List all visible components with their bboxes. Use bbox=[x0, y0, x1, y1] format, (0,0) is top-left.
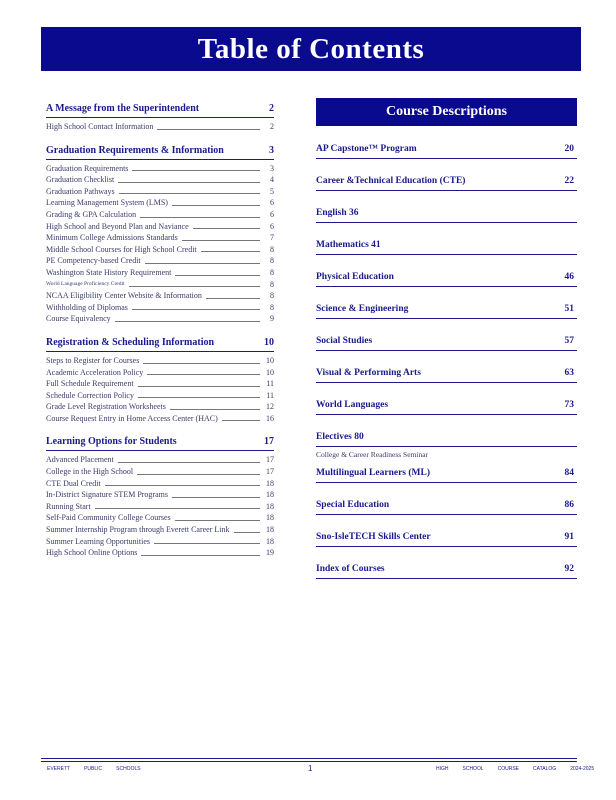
leader-line bbox=[222, 420, 260, 421]
course-category-item[interactable] bbox=[316, 468, 577, 483]
toc-entry-page: 8 bbox=[270, 302, 274, 312]
course-category-label: Science & Engineering bbox=[316, 304, 409, 314]
toc-entry-page: 8 bbox=[270, 244, 274, 254]
toc-entry-page: 17 bbox=[266, 455, 274, 465]
toc-entry-page: 6 bbox=[270, 221, 274, 231]
toc-entry-page: 17 bbox=[266, 467, 274, 477]
toc-entry[interactable] bbox=[46, 378, 274, 390]
footer-word: 2024-2025 bbox=[570, 766, 595, 772]
toc-entry[interactable] bbox=[46, 478, 274, 490]
course-category-label: Mathematics 41 bbox=[316, 240, 381, 250]
section-heading-label: Learning Options for Students bbox=[46, 436, 177, 448]
toc-entry-label: Self-Paid Community College Courses bbox=[46, 513, 171, 523]
toc-entry[interactable] bbox=[46, 367, 274, 379]
course-category-label: English 36 bbox=[316, 208, 359, 218]
toc-entry-label: Steps to Register for Courses bbox=[46, 355, 140, 365]
course-category-page: 73 bbox=[564, 400, 574, 410]
page-title: Table of Contents bbox=[41, 27, 581, 71]
toc-section bbox=[46, 145, 274, 325]
toc-entry[interactable] bbox=[46, 267, 274, 279]
leader-line bbox=[132, 170, 260, 171]
leader-line bbox=[143, 363, 260, 364]
course-category-label: Multilingual Learners (ML) bbox=[316, 468, 430, 478]
toc-entry-label: Graduation Checklist bbox=[46, 175, 115, 185]
toc-entry[interactable] bbox=[46, 186, 274, 198]
toc-entry-page: 18 bbox=[266, 525, 274, 535]
course-category-item[interactable] bbox=[316, 532, 577, 547]
course-descriptions-column bbox=[316, 98, 577, 596]
toc-section-heading[interactable] bbox=[46, 103, 274, 118]
course-category-label: Social Studies bbox=[316, 336, 373, 346]
toc-entry[interactable] bbox=[46, 454, 274, 466]
footer-word: SCHOOL bbox=[462, 766, 484, 772]
toc-entry-label: High School Online Options bbox=[46, 548, 138, 558]
toc-entry-page: 8 bbox=[270, 279, 274, 289]
course-category-item[interactable] bbox=[316, 176, 577, 191]
leader-line bbox=[193, 228, 260, 229]
course-category-item[interactable] bbox=[316, 144, 577, 159]
toc-entry-page: 18 bbox=[266, 490, 274, 500]
toc-entry-page: 8 bbox=[270, 267, 274, 277]
leader-line bbox=[118, 182, 260, 183]
toc-entry-label: Academic Acceleration Policy bbox=[46, 367, 144, 377]
toc-entry-page: 18 bbox=[266, 536, 274, 546]
section-heading-label: Registration & Scheduling Information bbox=[46, 336, 215, 348]
toc-entry[interactable] bbox=[46, 209, 274, 221]
toc-entry-label: Graduation Requirements bbox=[46, 163, 129, 173]
toc-entry-page: 8 bbox=[270, 291, 274, 301]
toc-entry-label: Advanced Placement bbox=[46, 455, 114, 465]
leader-line bbox=[234, 532, 260, 533]
leader-line bbox=[147, 374, 260, 375]
course-descriptions-banner: Course Descriptions bbox=[316, 98, 577, 126]
toc-entry[interactable] bbox=[46, 512, 274, 524]
toc-entry-label: Learning Management System (LMS) bbox=[46, 198, 168, 208]
course-category-label: Visual & Performing Arts bbox=[316, 368, 421, 378]
footer-word: PUBLIC bbox=[84, 766, 103, 772]
toc-entry-label: PE Competency-based Credit bbox=[46, 256, 141, 266]
leader-line bbox=[157, 129, 260, 130]
footer-rule bbox=[41, 758, 577, 762]
toc-entry-label: Grading & GPA Calculation bbox=[46, 209, 137, 219]
course-category-page: 86 bbox=[564, 500, 574, 510]
leader-line bbox=[154, 543, 260, 544]
toc-entry[interactable] bbox=[46, 547, 274, 559]
leader-line bbox=[172, 205, 260, 206]
course-category-page bbox=[574, 240, 577, 250]
toc-entry[interactable] bbox=[46, 121, 274, 133]
leader-line bbox=[172, 497, 260, 498]
course-category-label: AP Capstone™ Program bbox=[316, 144, 417, 154]
toc-entry[interactable] bbox=[46, 174, 274, 186]
toc-entry-label: Schedule Correction Policy bbox=[46, 390, 134, 400]
course-category-page: 20 bbox=[564, 144, 574, 154]
toc-entry-page: 12 bbox=[266, 402, 274, 412]
section-heading-page: 17 bbox=[264, 436, 274, 448]
toc-entry-page: 11 bbox=[266, 379, 274, 389]
course-category-page bbox=[574, 432, 577, 442]
toc-entry[interactable] bbox=[46, 279, 274, 291]
toc-section bbox=[46, 436, 274, 558]
course-category-page: 91 bbox=[564, 532, 574, 542]
toc-entry-page: 18 bbox=[266, 501, 274, 511]
footer-page-number: 1 bbox=[308, 764, 313, 773]
toc-entry[interactable] bbox=[46, 501, 274, 513]
section-heading-page: 2 bbox=[269, 103, 274, 114]
toc-entry-page: 19 bbox=[266, 548, 274, 558]
course-category-label: Special Education bbox=[316, 500, 390, 510]
toc-entry-label: Washington State History Requirement bbox=[46, 267, 172, 277]
leader-line bbox=[115, 321, 260, 322]
footer-left bbox=[47, 766, 155, 772]
course-category-item[interactable] bbox=[316, 400, 577, 415]
toc-entry-page: 11 bbox=[266, 390, 274, 400]
toc-entry-label: CTE Dual Credit bbox=[46, 478, 101, 488]
toc-entry-label: Withholding of Diplomas bbox=[46, 302, 128, 312]
section-heading-page: 3 bbox=[269, 144, 274, 156]
toc-entry-page: 18 bbox=[266, 478, 274, 488]
footer-word: SCHOOLS bbox=[116, 766, 141, 772]
leader-line bbox=[129, 286, 260, 287]
toc-entry-page: 2 bbox=[270, 122, 274, 131]
course-category-label: Career &Technical Education (CTE) bbox=[316, 176, 466, 186]
toc-entry-label: College in the High School bbox=[46, 467, 134, 477]
section-heading-label: A Message from the Superintendent bbox=[46, 103, 200, 114]
toc-entry-label: Summer Internship Program through Everett Career Link bbox=[46, 525, 230, 535]
course-category-item[interactable] bbox=[316, 500, 577, 515]
toc-entry[interactable] bbox=[46, 197, 274, 209]
toc-entry-label: Middle School Courses for High School Credit bbox=[46, 244, 197, 254]
toc-entry[interactable] bbox=[46, 244, 274, 256]
toc-entry[interactable] bbox=[46, 255, 274, 267]
toc-entry[interactable] bbox=[46, 489, 274, 501]
course-category-item[interactable] bbox=[316, 304, 577, 319]
toc-entry-page: 4 bbox=[270, 175, 274, 185]
footer-word: COURSE bbox=[497, 766, 520, 772]
course-category-label: Physical Education bbox=[316, 272, 394, 282]
toc-entry-page: 3 bbox=[270, 163, 274, 173]
leader-line bbox=[138, 397, 260, 398]
course-category-label: World Languages bbox=[316, 400, 389, 410]
toc-entry-label: Summer Learning Opportunities bbox=[46, 536, 150, 546]
leader-line bbox=[182, 240, 260, 241]
leader-line bbox=[105, 485, 260, 486]
course-category-item[interactable] bbox=[316, 336, 577, 351]
leader-line bbox=[119, 193, 260, 194]
toc-section-heading[interactable] bbox=[46, 145, 274, 160]
leader-line bbox=[145, 263, 260, 264]
course-category-page: 51 bbox=[564, 304, 574, 314]
toc-entry-label: Course Request Entry in Home Access Center (HAC) bbox=[46, 413, 218, 423]
toc-entry-label: Graduation Pathways bbox=[46, 186, 115, 196]
course-category-label: Sno-IsleTECH Skills Center bbox=[316, 532, 431, 542]
toc-entry[interactable] bbox=[46, 390, 274, 402]
footer-right bbox=[436, 766, 608, 772]
toc-entry-label: NCAA Eligibility Center Website & Information bbox=[46, 291, 202, 301]
toc-entry[interactable] bbox=[46, 466, 274, 478]
leader-line bbox=[137, 474, 260, 475]
toc-section bbox=[46, 103, 274, 133]
toc-entry[interactable] bbox=[46, 232, 274, 244]
leader-line bbox=[140, 217, 260, 218]
course-category-item[interactable] bbox=[316, 564, 577, 579]
leader-line bbox=[201, 251, 260, 252]
toc-entry-label: World Language Proficiency Credit bbox=[46, 280, 125, 287]
toc-entry-label: Full Schedule Requirement bbox=[46, 379, 134, 389]
footer-word: CATALOG bbox=[533, 766, 557, 772]
toc-entry-page: 18 bbox=[266, 513, 274, 523]
course-category-page: 22 bbox=[564, 176, 574, 186]
leader-line bbox=[138, 386, 260, 387]
leader-line bbox=[175, 520, 260, 521]
toc-entry-page: 16 bbox=[266, 413, 274, 423]
toc-entry-label: In-District Signature STEM Programs bbox=[46, 490, 168, 500]
course-subcategory-label[interactable]: College & Career Readiness Seminar bbox=[316, 450, 429, 459]
toc-entry-label: Course Equivalency bbox=[46, 314, 111, 324]
toc-entry-page: 10 bbox=[266, 367, 274, 377]
course-category-item[interactable] bbox=[316, 432, 577, 447]
toc-entry[interactable] bbox=[46, 524, 274, 536]
section-heading-label: Graduation Requirements & Information bbox=[46, 144, 224, 156]
course-category-page: 63 bbox=[564, 368, 574, 378]
leader-line bbox=[206, 298, 260, 299]
footer-word: HIGH bbox=[436, 766, 449, 772]
course-category-page: 84 bbox=[564, 468, 574, 478]
toc-section-heading[interactable] bbox=[46, 436, 274, 451]
toc-section bbox=[46, 337, 274, 425]
toc-entry-label: Running Start bbox=[46, 501, 91, 511]
toc-entry[interactable] bbox=[46, 413, 274, 425]
course-category-item[interactable] bbox=[316, 240, 577, 255]
course-category-item[interactable] bbox=[316, 368, 577, 383]
toc-entry-label: High School Contact Information bbox=[46, 122, 154, 131]
section-heading-page: 10 bbox=[264, 336, 274, 348]
toc-entry-page: 5 bbox=[270, 186, 274, 196]
toc-entry[interactable] bbox=[46, 536, 274, 548]
leader-line bbox=[132, 309, 260, 310]
course-category-page: 46 bbox=[564, 272, 574, 282]
leader-line bbox=[141, 555, 260, 556]
toc-entry[interactable] bbox=[46, 163, 274, 175]
leader-line bbox=[118, 462, 260, 463]
leader-line bbox=[170, 409, 260, 410]
toc-entry-label: High School and Beyond Plan and Naviance bbox=[46, 221, 189, 231]
toc-entry-page: 7 bbox=[270, 233, 274, 243]
toc-entry-page: 8 bbox=[270, 256, 274, 266]
toc-section-heading[interactable] bbox=[46, 337, 274, 352]
toc-entry[interactable] bbox=[46, 355, 274, 367]
toc-entry-label: Grade Level Registration Worksheets bbox=[46, 402, 166, 412]
leader-line bbox=[175, 275, 260, 276]
toc-entry[interactable] bbox=[46, 290, 274, 302]
course-category-item[interactable] bbox=[316, 208, 577, 223]
toc-entry-page: 10 bbox=[266, 355, 274, 365]
toc-entry-page: 6 bbox=[270, 209, 274, 219]
course-category-page bbox=[574, 208, 577, 218]
toc-entry[interactable] bbox=[46, 313, 274, 325]
toc-entry-page: 9 bbox=[270, 314, 274, 324]
toc-entry[interactable] bbox=[46, 221, 274, 233]
leader-line bbox=[95, 508, 260, 509]
toc-entry[interactable] bbox=[46, 302, 274, 314]
course-category-page: 92 bbox=[564, 564, 574, 574]
toc-entry-page: 6 bbox=[270, 198, 274, 208]
course-category-page: 57 bbox=[564, 336, 574, 346]
course-category-item[interactable] bbox=[316, 272, 577, 287]
course-category-label: Electives 80 bbox=[316, 432, 364, 442]
toc-entry[interactable] bbox=[46, 401, 274, 413]
left-toc-column bbox=[46, 103, 274, 571]
course-category-label: Index of Courses bbox=[316, 564, 385, 574]
toc-entry-label: Minimum College Admissions Standards bbox=[46, 233, 178, 243]
footer-word: EVERETT bbox=[47, 766, 71, 772]
